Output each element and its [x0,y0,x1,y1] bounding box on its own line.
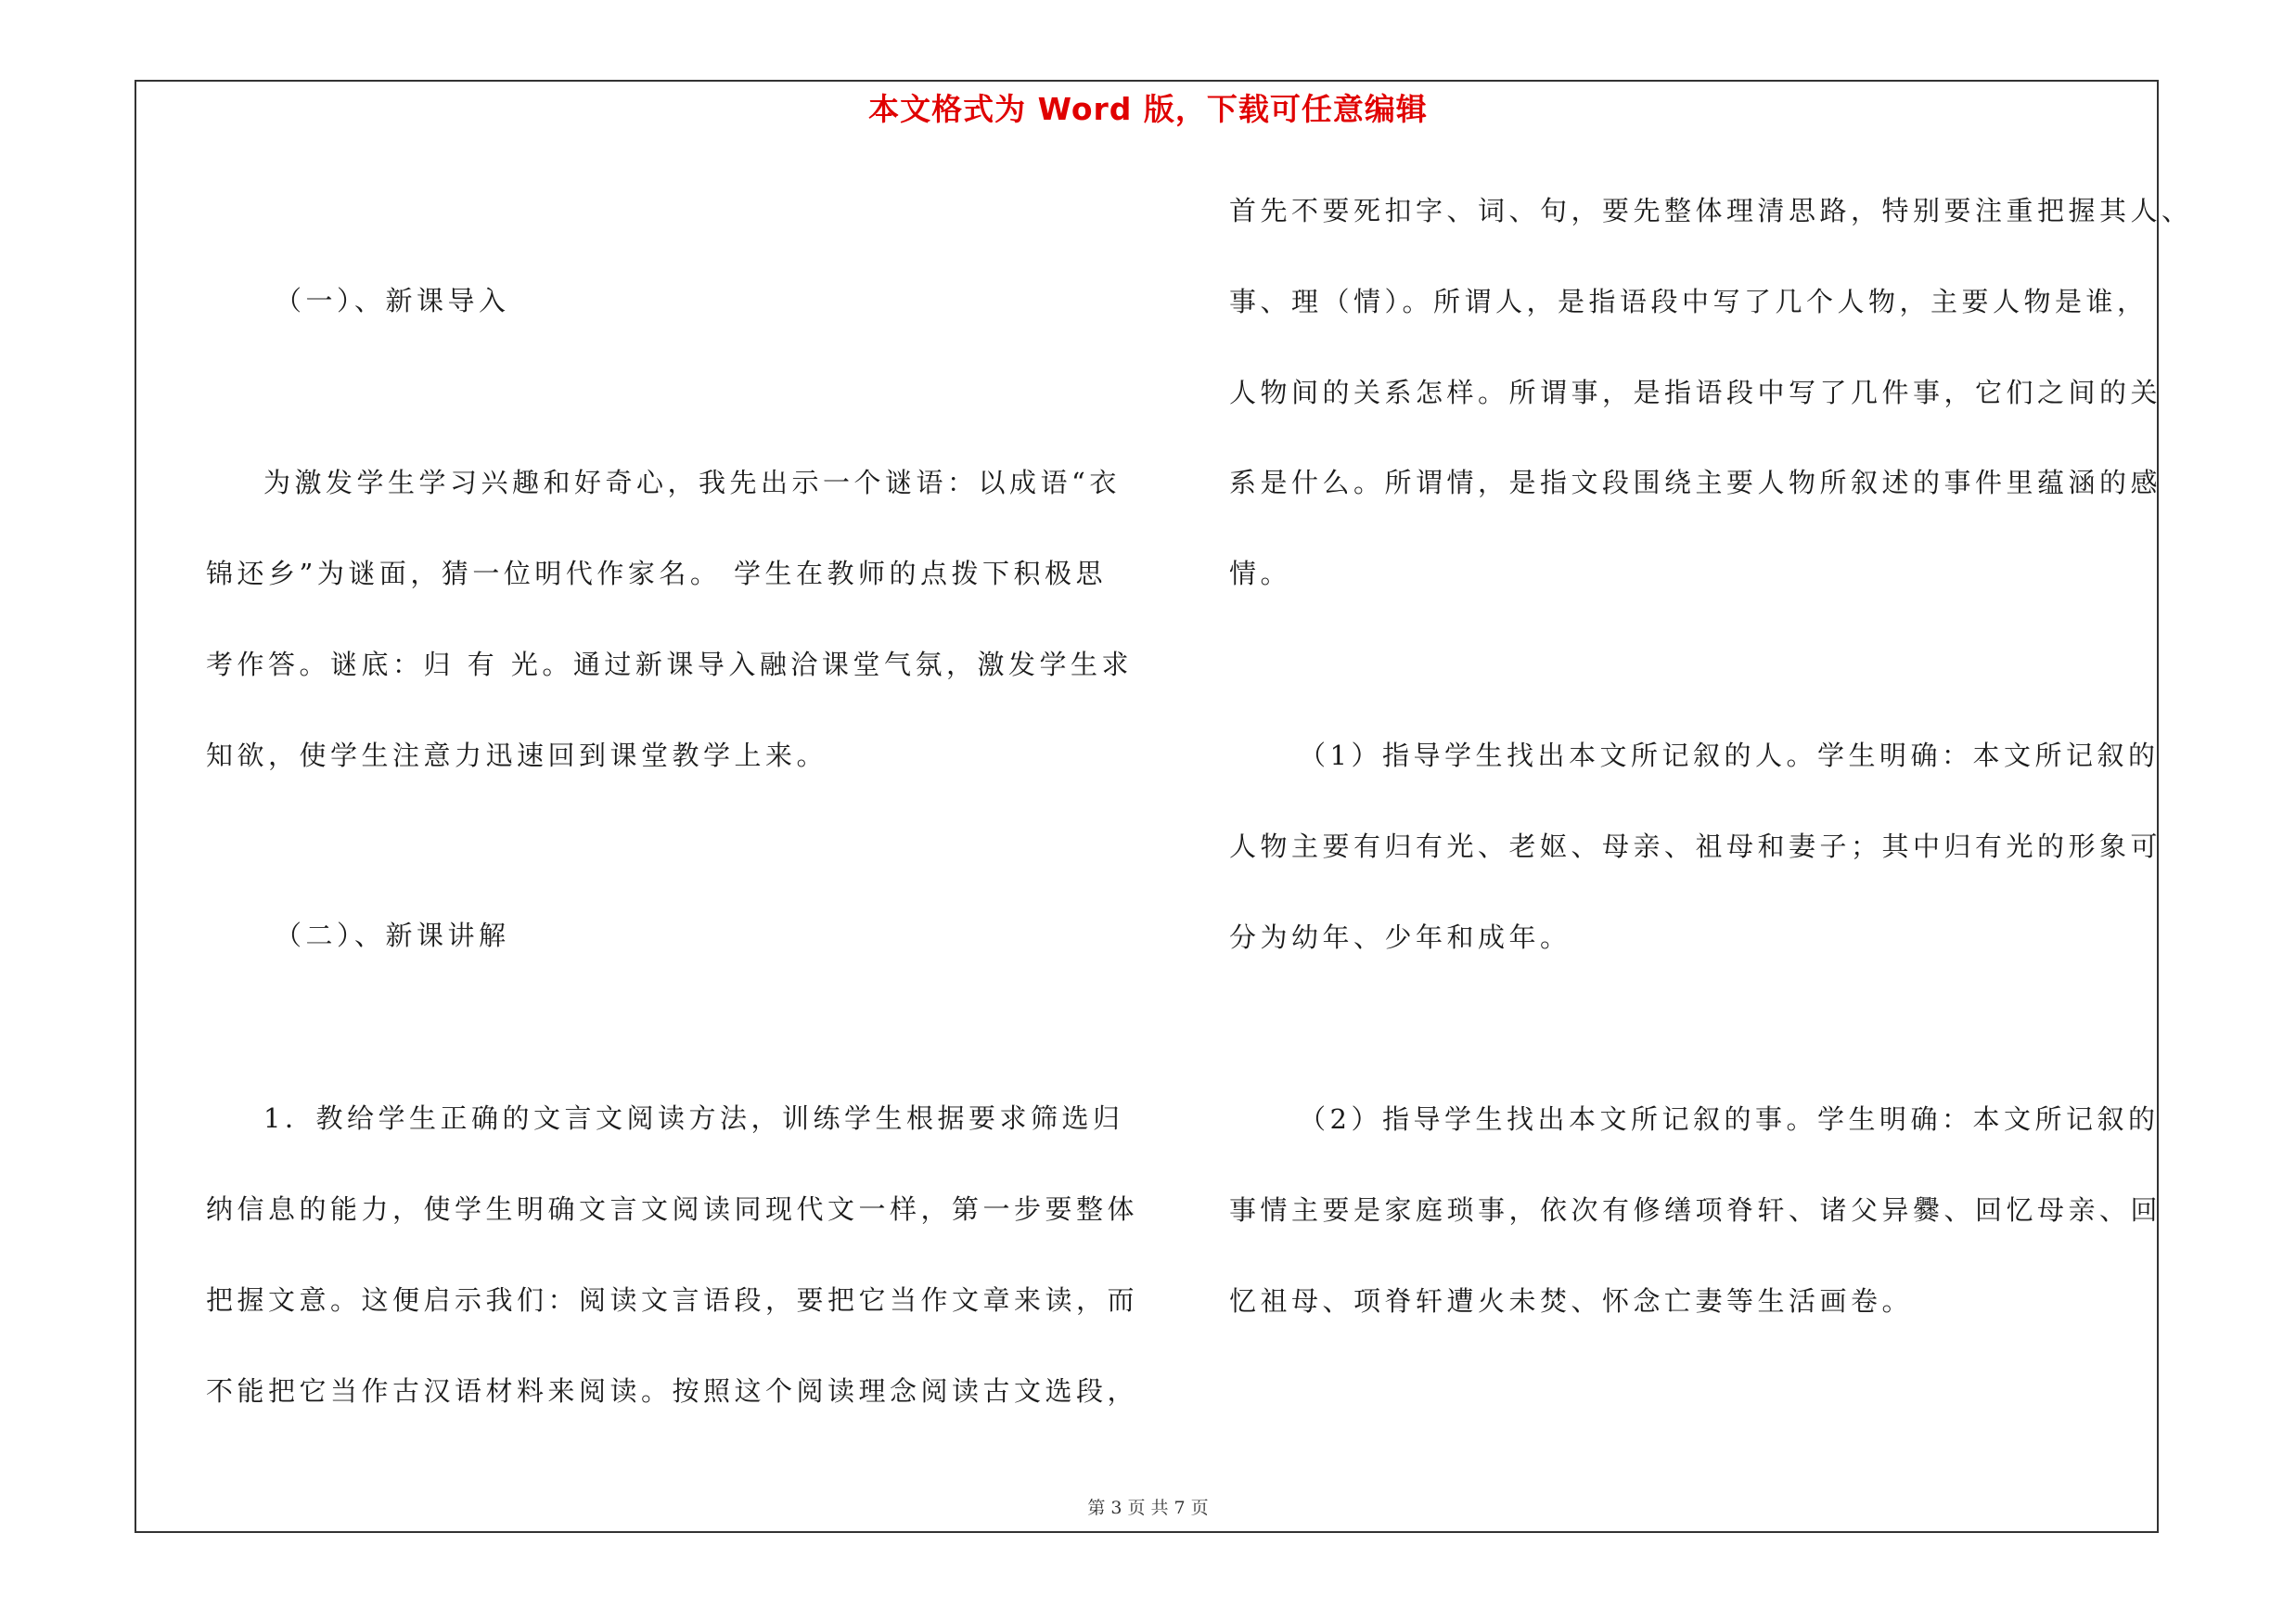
paragraph-line: 人物间的关系怎样。所谓事，是指语段中写了几件事，它们之间的关 [1229,377,2162,408]
paragraph-line: 人物主要有归有光、老妪、母亲、祖母和妻子；其中归有光的形象可 [1229,831,2162,862]
section-heading-intro: （一）、新课导入 [275,285,510,316]
paragraph-line: 忆祖母、项脊轩遭火未焚、怀念亡妻等生活画卷。 [1229,1285,1914,1317]
page-number-footer: 第 3 页 共 7 页 [1087,1498,1209,1518]
paragraph-line: 分为幼年、少年和成年。 [1229,921,1571,953]
paragraph-line: 纳信息的能力，使学生明确文言文阅读同现代文一样，第一步要整体 [206,1193,1139,1225]
section-heading-lecture: （二）、新课讲解 [275,920,510,951]
paragraph-line: 事情主要是家庭琐事，依次有修缮项脊轩、诸父异爨、回忆母亲、回 [1229,1194,2162,1226]
paragraph-line: 情。 [1229,558,1292,589]
paragraph-line: 1．教给学生正确的文言文阅读方法，训练学生根据要求筛选归 [263,1102,1124,1134]
paragraph-line: 把握文意。这便启示我们：阅读文言语段，要把它当作文章来读，而 [206,1284,1139,1316]
paragraph-line: 首先不要死扣字、词、句，要先整体理清思路，特别要注重把握其人、 [1229,195,2193,226]
paragraph-line: 锦还乡”为谜面，猜一位明代作家名。 学生在教师的点拨下积极思 [206,558,1108,589]
paragraph-line: （2）指导学生找出本文所记叙的事。学生明确：本文所记叙的 [1299,1103,2160,1135]
paragraph-line: （1）指导学生找出本文所记叙的人。学生明确：本文所记叙的 [1299,740,2160,771]
paragraph-line: 不能把它当作古汉语材料来阅读。按照这个阅读理念阅读古文选段， [206,1375,1139,1407]
paragraph-line: 为激发学生学习兴趣和好奇心，我先出示一个谜语：以成语“衣 [263,467,1121,498]
paragraph-line: 考作答。谜底：归 有 光。通过新课导入融洽课堂气氛，激发学生求 [206,649,1133,680]
paragraph-line: 知欲，使学生注意力迅速回到课堂教学上来。 [206,740,828,771]
document-banner: 本文格式为 Word 版，下载可任意编辑 [868,91,1428,127]
paragraph-line: 系是什么。所谓情，是指文段围绕主要人物所叙述的事件里蕴涵的感 [1229,467,2162,498]
paragraph-line: 事、理（情）。所谓人，是指语段中写了几个人物，主要人物是谁， [1229,286,2148,317]
